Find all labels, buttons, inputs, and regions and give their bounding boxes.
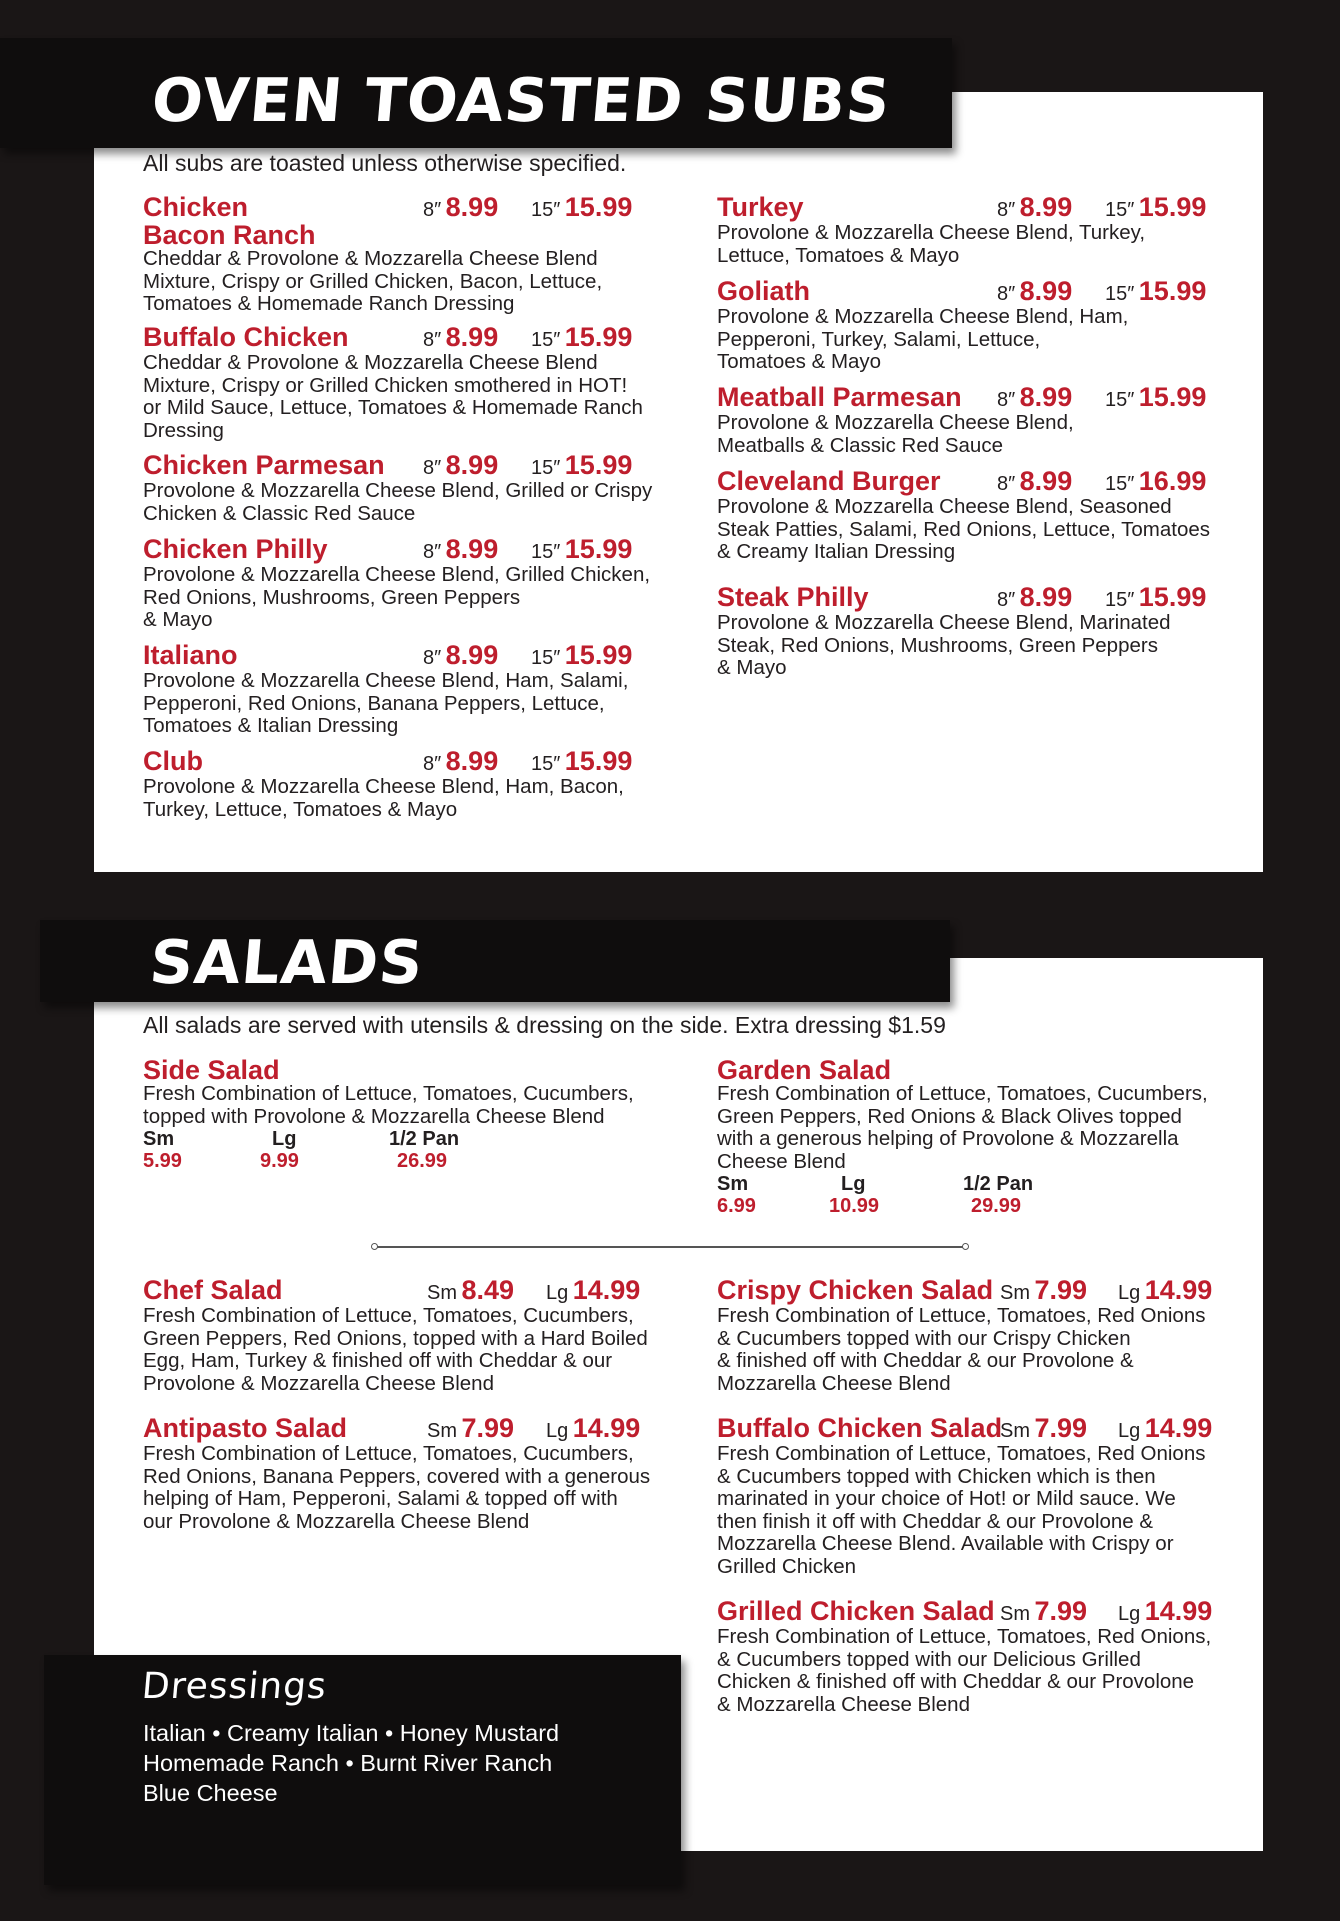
sub-price-8: 8.99 <box>1019 192 1073 222</box>
sub-name: Meatball Parmesan <box>717 382 962 412</box>
sub-desc: Provolone & Mozzarella Cheese Blend, Meatballs & Classic Red Sauce <box>717 411 1074 457</box>
sub-name: Steak Philly <box>717 582 869 612</box>
sub-price-8: 8.99 <box>1019 382 1073 412</box>
sub-price-15: 16.99 <box>1138 466 1207 496</box>
sub-name: Chicken <box>143 192 249 222</box>
price-sm: 7.99 <box>461 1413 515 1443</box>
sub-price-8: 8.99 <box>1019 466 1073 496</box>
sub-item-buffalo-chicken: Buffalo Chicken 8″ 8.99 15″ 15.99 Cheddar & Provolone & Mozzarella Cheese Blend Mixture, Crispy or Grilled Chicken smothered in HOT! or Mild Sauce, Lettuce, Tomatoes & Homemade Ranch Dressing <box>143 324 683 442</box>
sub-desc: Provolone & Mozzarella Cheese Blend, Ham, Pepperoni, Turkey, Salami, Lettuce, Tomatoes & Mayo <box>717 305 1129 373</box>
sub-item-turkey: Turkey 8″ 8.99 15″ 15.99 Provolone & Mozzarella Cheese Blend, Turkey, Lettuce, Tomatoes & Mayo <box>717 194 1237 267</box>
sub-item-cleveland-burger: Cleveland Burger 8″ 8.99 15″ 16.99 Provolone & Mozzarella Cheese Blend, Seasoned Steak Patties, Salami, Red Onions, Lettuce, Tomatoes & Creamy Italian Dressing <box>717 468 1237 564</box>
salad-desc: Fresh Combination of Lettuce, Tomatoes, Cucumbers, Green Peppers, Red Onions & Black Olives topped with a generous helping of Provolone & Mozzarella Cheese Blend <box>717 1082 1208 1173</box>
sub-desc: Provolone & Mozzarella Cheese Blend, Grilled Chicken, Red Onions, Mushrooms, Green Peppers & Mayo <box>143 563 651 631</box>
salad-desc: Fresh Combination of Lettuce, Tomatoes, Cucumbers, Green Peppers, Red Onions, topped with a Hard Boiled Egg, Ham, Turkey & finished off with Cheddar & our Provolone & Mozzarella Cheese Blend <box>143 1304 648 1395</box>
price-sm: 7.99 <box>1034 1413 1088 1443</box>
subs-title: OVEN TOASTED SUBS <box>148 66 894 136</box>
salad-item-grilled-chicken: Grilled Chicken Salad Sm 7.99 Lg 14.99 Fresh Combination of Lettuce, Tomatoes, Red Onions, & Cucumbers topped with our Delicious Grilled Chicken & finished off with Cheddar & our Provolone & Mozzarella Cheese Blend <box>717 1598 1247 1716</box>
salad-name: Crispy Chicken Salad <box>717 1275 994 1305</box>
salad-desc: Fresh Combination of Lettuce, Tomatoes, Red Onions, & Cucumbers topped with our Delicious Grilled Chicken & finished off with Cheddar & our Provolone & Mozzarella Cheese Blend <box>717 1625 1212 1716</box>
sub-price-15: 15.99 <box>564 534 633 564</box>
section-divider <box>375 1246 965 1248</box>
salad-desc: Fresh Combination of Lettuce, Tomatoes, Cucumbers, topped with Provolone & Mozzarella Cheese Blend <box>143 1082 634 1128</box>
sub-price-8: 8.99 <box>445 640 499 670</box>
salad-item-crispy-chicken: Crispy Chicken Salad Sm 7.99 Lg 14.99 Fresh Combination of Lettuce, Tomatoes, Red Onions & Cucumbers topped with our Crispy Chicken & finished off with Cheddar & our Provolone & Mozzarella Cheese Blend <box>717 1277 1247 1395</box>
sub-price-15: 15.99 <box>1138 276 1207 306</box>
sub-name: Buffalo Chicken <box>143 322 349 352</box>
sub-item-chicken-philly: Chicken Philly 8″ 8.99 15″ 15.99 Provolone & Mozzarella Cheese Blend, Grilled Chicken, Red Onions, Mushrooms, Green Peppers & Mayo <box>143 536 683 632</box>
salad-name: Garden Salad <box>717 1055 892 1085</box>
sub-price-15: 15.99 <box>564 640 633 670</box>
sub-price-8: 8.99 <box>445 534 499 564</box>
sub-desc: Cheddar & Provolone & Mozzarella Cheese Blend Mixture, Crispy or Grilled Chicken smothered in HOT! or Mild Sauce, Lettuce, Tomatoes & Homemade Ranch Dressing <box>143 351 643 442</box>
sub-name: Club <box>143 746 203 776</box>
price-lg: 14.99 <box>1144 1275 1213 1305</box>
sub-item-chicken-parmesan: Chicken Parmesan 8″ 8.99 15″ 15.99 Provolone & Mozzarella Cheese Blend, Grilled or Crispy Chicken & Classic Red Sauce <box>143 452 683 525</box>
salad-name: Chef Salad <box>143 1275 283 1305</box>
sub-item-chicken-bacon-ranch: Chicken 8″ 8.99 15″ 15.99 Bacon Ranch Cheddar & Provolone & Mozzarella Cheese Blend Mixture, Crispy or Grilled Chicken, Bacon, Lettuce, Tomatoes & Homemade Ranch Dressing <box>143 194 663 316</box>
sub-item-italiano: Italiano 8″ 8.99 15″ 15.99 Provolone & Mozzarella Cheese Blend, Ham, Salami, Pepperoni, Red Onions, Banana Peppers, Lettuce, Tomatoes & Italian Dressing <box>143 642 683 738</box>
price-lg: 14.99 <box>572 1413 641 1443</box>
sub-price-8: 8.99 <box>1019 582 1073 612</box>
sub-name: Cleveland Burger <box>717 466 941 496</box>
price-lg: 9.99 <box>260 1150 299 1172</box>
sub-name: Chicken Philly <box>143 534 328 564</box>
sub-price-15: 15.99 <box>564 322 633 352</box>
sub-name: Chicken Parmesan <box>143 450 385 480</box>
salad-price-grid: Sm 5.99 Lg 9.99 1/2 Pan 26.99 <box>143 1128 460 1172</box>
salad-desc: Fresh Combination of Lettuce, Tomatoes, Red Onions & Cucumbers topped with Chicken which is then marinated in your choice of Hot! or Mild sauce. We then finish it off with Cheddar & our Provolone & Mozzarella Cheese Blend. Available with Crispy or Grilled Chicken <box>717 1442 1206 1578</box>
sub-name: Goliath <box>717 276 810 306</box>
sub-desc: Provolone & Mozzarella Cheese Blend, Ham, Salami, Pepperoni, Red Onions, Banana Peppers, Lettuce, Tomatoes & Italian Dressing <box>143 669 629 737</box>
sub-price-15: 15.99 <box>1138 382 1207 412</box>
sub-name: Italiano <box>143 640 238 670</box>
salad-item-chef: Chef Salad Sm 8.49 Lg 14.99 Fresh Combination of Lettuce, Tomatoes, Cucumbers, Green Peppers, Red Onions, topped with a Hard Boiled Egg, Ham, Turkey & finished off with Cheddar & our Provolone & Mozzarella Cheese Blend <box>143 1277 683 1395</box>
sub-desc: Cheddar & Provolone & Mozzarella Cheese Blend Mixture, Crispy or Grilled Chicken, Bacon, Lettuce, Tomatoes & Homemade Ranch Dressing <box>143 247 603 315</box>
salads-note: All salads are served with utensils & dressing on the side. Extra dressing $1.59 <box>143 1012 946 1038</box>
dressings-line: Italian • Creamy Italian • Honey Mustard <box>143 1720 560 1746</box>
price-sm: 7.99 <box>1034 1275 1088 1305</box>
salad-price-grid: Sm 6.99 Lg 10.99 1/2 Pan 29.99 <box>717 1173 1034 1217</box>
price-sm: 7.99 <box>1034 1596 1088 1626</box>
salad-item-antipasto: Antipasto Salad Sm 7.99 Lg 14.99 Fresh Combination of Lettuce, Tomatoes, Cucumbers, Red Onions, Banana Peppers, covered with a generous helping of Ham, Pepperoni, Salami & topped off with our Provolone & Mozzarella Cheese Blend <box>143 1415 683 1533</box>
salad-name: Side Salad <box>143 1055 280 1085</box>
sub-item-club: Club 8″ 8.99 15″ 15.99 Provolone & Mozzarella Cheese Blend, Ham, Bacon, Turkey, Lettuce, Tomatoes & Mayo <box>143 748 683 821</box>
price-lg: 14.99 <box>1144 1596 1213 1626</box>
price-sm: 6.99 <box>717 1195 756 1217</box>
sub-item-meatball-parmesan: Meatball Parmesan 8″ 8.99 15″ 15.99 Provolone & Mozzarella Cheese Blend, Meatballs & Classic Red Sauce <box>717 384 1237 457</box>
sub-price-15: 15.99 <box>564 192 633 222</box>
salad-item-buffalo-chicken: Buffalo Chicken Salad Sm 7.99 Lg 14.99 Fresh Combination of Lettuce, Tomatoes, Red Onions & Cucumbers topped with Chicken which is then marinated in your choice of Hot! or Mild sauce. We then finish it off with Cheddar & our Provolone & Mozzarella Cheese Blend. Available with Crispy or Grilled Chicken <box>717 1415 1247 1578</box>
sub-name: Turkey <box>717 192 804 222</box>
divider-dot-left <box>371 1243 378 1250</box>
salads-title: SALADS <box>146 928 427 998</box>
sub-price-8: 8.99 <box>445 322 499 352</box>
sub-price-15: 15.99 <box>1138 582 1207 612</box>
sub-item-steak-philly: Steak Philly 8″ 8.99 15″ 15.99 Provolone & Mozzarella Cheese Blend, Marinated Steak, Red Onions, Mushrooms, Green Peppers & Mayo <box>717 584 1237 680</box>
price-lg: 10.99 <box>829 1195 880 1217</box>
sub-price-15: 15.99 <box>564 450 633 480</box>
price-pan: 29.99 <box>971 1195 1022 1217</box>
sub-price-8: 8.99 <box>445 450 499 480</box>
sub-name-line2: Bacon Ranch <box>143 220 316 250</box>
salad-item-garden <box>717 1057 1237 1219</box>
price-lg: 14.99 <box>1144 1413 1213 1443</box>
sub-desc: Provolone & Mozzarella Cheese Blend, Turkey, Lettuce, Tomatoes & Mayo <box>717 221 1146 267</box>
sub-price-15: 15.99 <box>1138 192 1207 222</box>
dressings-line: Blue Cheese <box>143 1780 278 1806</box>
salad-name: Grilled Chicken Salad <box>717 1596 995 1626</box>
subs-note: All subs are toasted unless otherwise specified. <box>143 150 627 176</box>
dressings-title: Dressings <box>140 1666 329 1707</box>
salad-item-side <box>143 1057 683 1174</box>
dressings-line: Homemade Ranch • Burnt River Ranch <box>143 1750 553 1776</box>
salad-desc: Fresh Combination of Lettuce, Tomatoes, Red Onions & Cucumbers topped with our Crispy Chicken & finished off with Cheddar & our Provolone & Mozzarella Cheese Blend <box>717 1304 1206 1395</box>
sub-price-15: 15.99 <box>564 746 633 776</box>
salad-desc: Fresh Combination of Lettuce, Tomatoes, Cucumbers, Red Onions, Banana Peppers, covered with a generous helping of Ham, Pepperoni, Salami & topped off with our Provolone & Mozzarella Cheese Blend <box>143 1442 651 1533</box>
sub-desc: Provolone & Mozzarella Cheese Blend, Grilled or Crispy Chicken & Classic Red Sauce <box>143 479 653 525</box>
sub-desc: Provolone & Mozzarella Cheese Blend, Seasoned Steak Patties, Salami, Red Onions, Lettuce, Tomatoes & Creamy Italian Dressing <box>717 495 1211 563</box>
sub-price-8: 8.99 <box>445 192 499 222</box>
price-sm: 8.49 <box>461 1275 515 1305</box>
price-lg: 14.99 <box>572 1275 641 1305</box>
sub-price-8: 8.99 <box>445 746 499 776</box>
price-sm: 5.99 <box>143 1150 182 1172</box>
sub-price-8: 8.99 <box>1019 276 1073 306</box>
salad-name: Buffalo Chicken Salad <box>717 1413 1003 1443</box>
price-pan: 26.99 <box>397 1150 448 1172</box>
sub-desc: Provolone & Mozzarella Cheese Blend, Ham, Bacon, Turkey, Lettuce, Tomatoes & Mayo <box>143 775 624 821</box>
sub-item-goliath: Goliath 8″ 8.99 15″ 15.99 Provolone & Mozzarella Cheese Blend, Ham, Pepperoni, Turkey, Salami, Lettuce, Tomatoes & Mayo <box>717 278 1237 374</box>
salad-name: Antipasto Salad <box>143 1413 348 1443</box>
sub-desc: Provolone & Mozzarella Cheese Blend, Marinated Steak, Red Onions, Mushrooms, Green Peppers & Mayo <box>717 611 1171 679</box>
divider-dot-right <box>962 1243 969 1250</box>
